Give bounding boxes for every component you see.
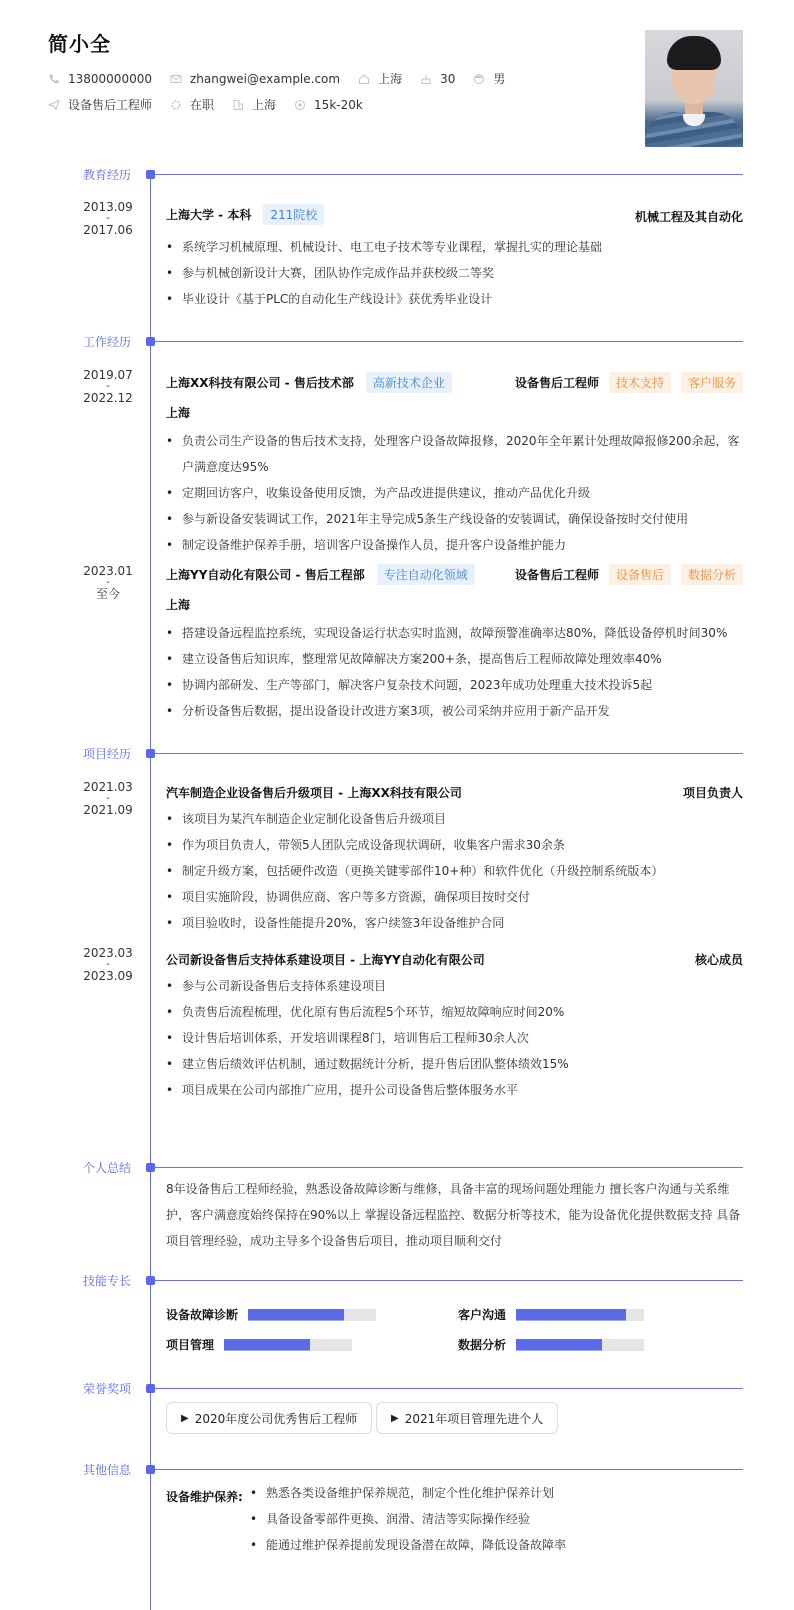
section-divider bbox=[155, 1167, 743, 1168]
list-item: • 项目验收时，设备性能提升20%，客户续签3年设备维护合同 bbox=[166, 910, 744, 936]
entry-date: 2023.01 - 至今 bbox=[83, 564, 133, 601]
list-item: • 定期回访客户，收集设备使用反馈，为产品改进提供建议，推动产品优化升级 bbox=[166, 480, 744, 506]
avatar bbox=[645, 30, 743, 147]
mail-icon bbox=[170, 73, 182, 85]
contact-row bbox=[48, 70, 523, 87]
phone-value: 13800000000 bbox=[68, 71, 152, 86]
project-role: 项目负责人 bbox=[682, 786, 743, 800]
education-title: 上海大学 - 本科 211院校 bbox=[166, 204, 324, 225]
school-tag: 211院校 bbox=[263, 204, 324, 225]
skill-name: 设备故障诊断 bbox=[166, 1308, 239, 1322]
work-role: 设备售后工程师 技术支持 客户服务 bbox=[515, 372, 743, 393]
section-work bbox=[0, 333, 794, 353]
section-marker bbox=[146, 1465, 155, 1474]
honor-badge: ▶ 2020年度公司优秀售后工程师 bbox=[166, 1402, 372, 1434]
list-item: • 负责公司生产设备的售后技术支持，处理客户设备故障报修，2020年全年累计处理故障报修200余起，客户满意度达95% bbox=[166, 428, 744, 480]
section-title: 教育经历 bbox=[82, 168, 131, 182]
email-value: zhangwei@example.com bbox=[189, 71, 341, 86]
company-tag: 专注自动化领域 bbox=[377, 564, 475, 585]
age-icon bbox=[420, 73, 432, 85]
other-label: 设备维护保养: bbox=[166, 1490, 243, 1504]
position-item bbox=[48, 96, 152, 113]
role-tag: 技术支持 bbox=[609, 372, 671, 393]
entry-date: 2021.03 - 2021.09 bbox=[83, 780, 133, 817]
skill-bar bbox=[248, 1309, 376, 1321]
list-item: • 作为项目负责人，带领5人团队完成设备现状调研，收集客户需求30余条 bbox=[166, 832, 744, 858]
section-marker bbox=[146, 1163, 155, 1172]
skill-item bbox=[166, 1336, 352, 1353]
role-tag: 设备售后 bbox=[609, 564, 671, 585]
triangle-right-icon: ▶ bbox=[391, 1412, 399, 1424]
skill-bar bbox=[224, 1339, 352, 1351]
entry-date: 2023.03 - 2023.09 bbox=[83, 946, 133, 983]
list-item: • 系统学习机械原理、机械设计、电工电子技术等专业课程，掌握扎实的理论基础 bbox=[166, 234, 744, 260]
section-title: 工作经历 bbox=[82, 335, 131, 349]
project-bullets bbox=[166, 806, 744, 936]
building-icon bbox=[232, 99, 244, 111]
salary-value: 15k-20k bbox=[314, 97, 363, 112]
list-item: • 参与公司新设备售后支持体系建设项目 bbox=[166, 973, 744, 999]
list-item: • 制定设备维护保养手册，培训客户设备操作人员，提升客户设备维护能力 bbox=[166, 532, 744, 558]
gender-item bbox=[473, 70, 505, 87]
gender-value: 男 bbox=[493, 72, 506, 86]
skill-bar bbox=[516, 1309, 644, 1321]
list-item: • 参与新设备安装调试工作，2021年主导完成5条生产线设备的安装调试，确保设备按时交付使用 bbox=[166, 506, 744, 532]
send-icon bbox=[48, 99, 60, 111]
work-title: 上海XX科技有限公司 - 售后技术部 高新技术企业 bbox=[166, 372, 452, 393]
age-item bbox=[420, 72, 455, 86]
skill-bar-fill bbox=[516, 1309, 626, 1321]
list-item: • 具备设备零部件更换、润滑、清洁等实际操作经验 bbox=[250, 1506, 566, 1532]
project-role: 核心成员 bbox=[694, 953, 743, 967]
work-location: 上海 bbox=[166, 406, 191, 420]
home-icon bbox=[358, 73, 370, 85]
list-item: • 参与机械创新设计大赛，团队协作完成作品并获校级二等奖 bbox=[166, 260, 744, 286]
work-title: 上海YY自动化有限公司 - 售后工程部 专注自动化领域 bbox=[166, 564, 475, 585]
section-marker bbox=[146, 1276, 155, 1285]
skill-bar bbox=[516, 1339, 644, 1351]
section-title: 技能专长 bbox=[82, 1274, 131, 1288]
section-marker bbox=[146, 337, 155, 346]
section-divider bbox=[155, 1280, 743, 1281]
section-divider bbox=[155, 341, 743, 342]
section-title: 项目经历 bbox=[82, 747, 131, 761]
skill-item bbox=[166, 1306, 376, 1323]
list-item: • 搭建设备远程监控系统，实现设备运行状态实时监测，故障预警准确率达80%，降低设备停机时间30% bbox=[166, 620, 744, 646]
position-value: 设备售后工程师 bbox=[68, 98, 153, 112]
skill-bar-fill bbox=[224, 1339, 310, 1351]
role-tag: 客户服务 bbox=[681, 372, 743, 393]
salary-icon bbox=[294, 99, 306, 111]
other-list bbox=[250, 1480, 566, 1558]
work-bullets bbox=[166, 428, 744, 558]
skill-item bbox=[458, 1336, 644, 1353]
list-item: • 项目成果在公司内部推广应用，提升公司设备售后整体服务水平 bbox=[166, 1077, 744, 1103]
skill-item bbox=[458, 1306, 644, 1323]
project-title: 公司新设备售后支持体系建设项目 - 上海YY自动化有限公司 bbox=[166, 953, 485, 967]
email-item bbox=[170, 72, 340, 86]
list-item: • 该项目为某汽车制造企业定制化设备售后升级项目 bbox=[166, 806, 744, 832]
age-value: 30 bbox=[440, 71, 456, 86]
section-skills bbox=[0, 1272, 794, 1292]
project-bullets bbox=[166, 973, 744, 1103]
section-honors bbox=[0, 1380, 794, 1400]
status-icon bbox=[170, 99, 182, 111]
list-item: • 协调内部研发、生产等部门，解决客户复杂技术问题，2023年成功处理重大技术投诉5起 bbox=[166, 672, 744, 698]
section-marker bbox=[146, 170, 155, 179]
section-marker bbox=[146, 1384, 155, 1393]
section-title: 荣誉奖项 bbox=[82, 1382, 131, 1396]
section-divider bbox=[155, 753, 743, 754]
skill-name: 项目管理 bbox=[166, 1338, 215, 1352]
section-title: 其他信息 bbox=[82, 1463, 131, 1477]
section-education bbox=[0, 166, 794, 186]
work-role: 设备售后工程师 设备售后 数据分析 bbox=[515, 564, 743, 585]
list-item: • 项目实施阶段，协调供应商、客户等多方资源，确保项目按时交付 bbox=[166, 884, 744, 910]
status-value: 在职 bbox=[190, 98, 215, 112]
salary-item bbox=[294, 98, 363, 112]
company-tag: 高新技术企业 bbox=[366, 372, 452, 393]
entry-date: 2019.07 - 2022.12 bbox=[83, 368, 133, 405]
list-item: • 分析设备售后数据，提出设备设计改进方案3项，被公司采纳并应用于新产品开发 bbox=[166, 698, 744, 724]
job-intent-row bbox=[48, 96, 381, 113]
triangle-right-icon: ▶ bbox=[181, 1412, 189, 1424]
list-item: • 熟悉各类设备维护保养规范，制定个性化维护保养计划 bbox=[250, 1480, 566, 1506]
section-divider bbox=[155, 174, 743, 175]
phone-item bbox=[48, 72, 152, 86]
list-item: • 毕业设计《基于PLC的自动化生产线设计》获优秀毕业设计 bbox=[166, 286, 744, 312]
skill-name: 数据分析 bbox=[458, 1338, 507, 1352]
list-item: • 建立售后绩效评估机制，通过数据统计分析，提升售后团队整体绩效15% bbox=[166, 1051, 744, 1077]
section-divider bbox=[155, 1469, 743, 1470]
list-item: • 设计售后培训体系，开发培训课程8门，培训售后工程师30余人次 bbox=[166, 1025, 744, 1051]
candidate-name: 简小全 bbox=[48, 32, 111, 56]
gender-icon bbox=[473, 73, 485, 85]
section-projects bbox=[0, 745, 794, 765]
role-tag: 数据分析 bbox=[681, 564, 743, 585]
work-city-item bbox=[232, 96, 276, 113]
education-bullets bbox=[166, 234, 744, 312]
section-title: 个人总结 bbox=[82, 1161, 131, 1175]
list-item: • 制定升级方案，包括硬件改造（更换关键零部件10+种）和软件优化（升级控制系统版本） bbox=[166, 858, 744, 884]
city-item bbox=[358, 70, 402, 87]
project-title: 汽车制造企业设备售后升级项目 - 上海XX科技有限公司 bbox=[166, 786, 462, 800]
section-other bbox=[0, 1461, 794, 1481]
list-item: • 建立设备售后知识库，整理常见故障解决方案200+条，提高售后工程师故障处理效率40% bbox=[166, 646, 744, 672]
section-marker bbox=[146, 749, 155, 758]
honor-badge: ▶ 2021年项目管理先进个人 bbox=[376, 1402, 558, 1434]
status-item bbox=[170, 96, 214, 113]
list-item: • 能通过维护保养提前发现设备潜在故障，降低设备故障率 bbox=[250, 1532, 566, 1558]
city-value: 上海 bbox=[378, 72, 403, 86]
section-divider bbox=[155, 1388, 743, 1389]
list-item: • 负责售后流程梳理，优化原有售后流程5个环节，缩短故障响应时间20% bbox=[166, 999, 744, 1025]
resume-header bbox=[48, 28, 748, 158]
skill-name: 客户沟通 bbox=[458, 1308, 507, 1322]
phone-icon bbox=[48, 73, 60, 85]
summary-text: 8年设备售后工程师经验，熟悉设备故障诊断与维修，具备丰富的现场问题处理能力 擅长客户沟通与关系维护，客户满意度始终保持在90%以上 掌握设备远程监控、数据分析等技术，能为设备优化提供数据支持 具备项目管理经验，成功主导多个设备售后项目，推动项目顺利交付 bbox=[166, 1182, 741, 1248]
skill-bar-fill bbox=[248, 1309, 344, 1321]
work-bullets bbox=[166, 620, 744, 724]
work-city-value: 上海 bbox=[252, 98, 277, 112]
work-location: 上海 bbox=[166, 598, 191, 612]
education-major: 机械工程及其自动化 bbox=[634, 210, 743, 224]
entry-date: 2013.09 - 2017.06 bbox=[83, 200, 133, 237]
skill-bar-fill bbox=[516, 1339, 602, 1351]
